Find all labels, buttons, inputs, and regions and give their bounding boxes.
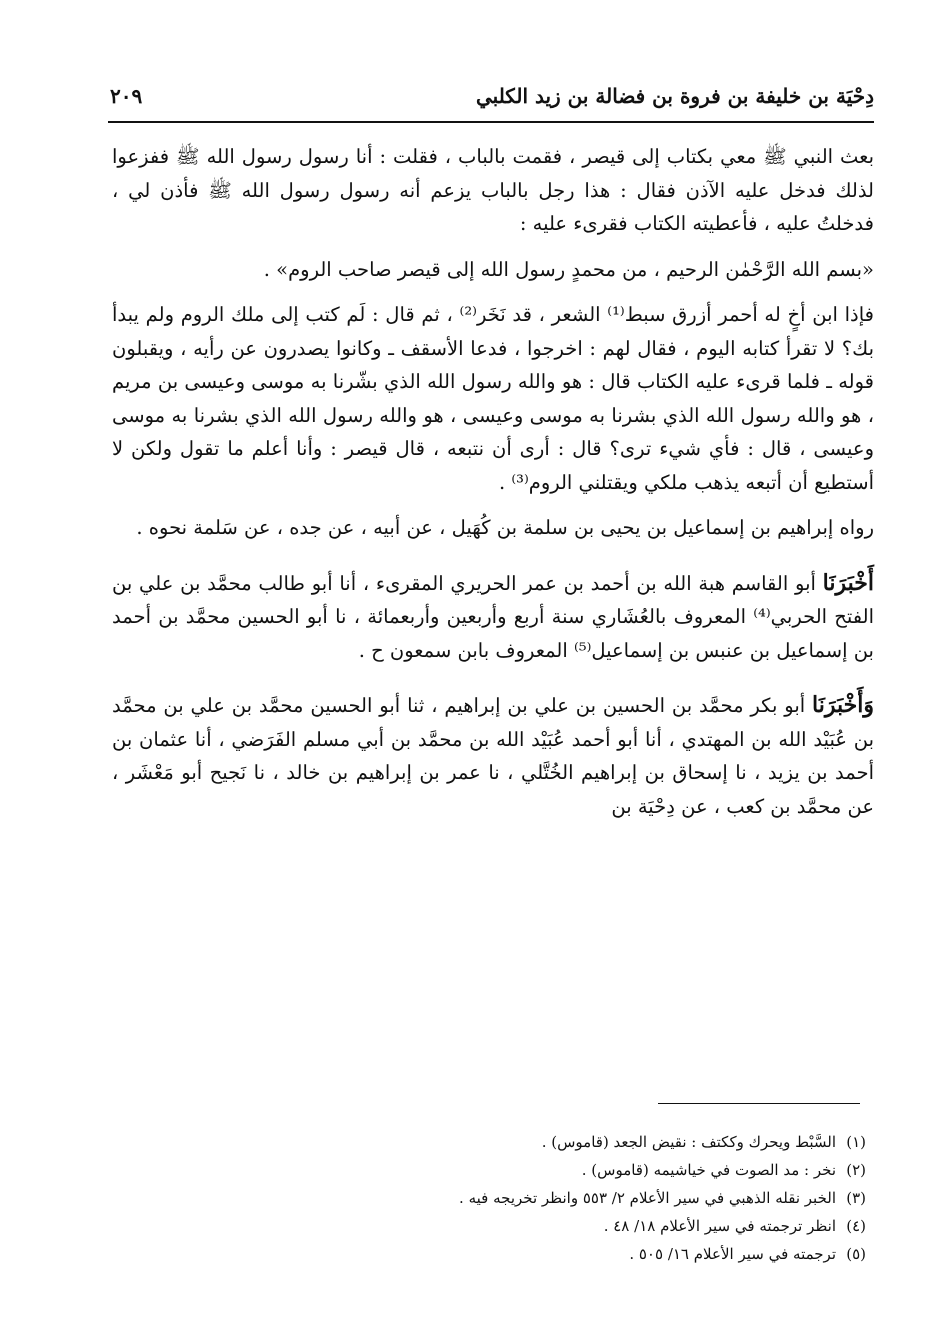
footnote-5	[300, 1240, 866, 1268]
paragraph-3	[112, 298, 874, 499]
running-title: دِحْيَة بن خليفة بن فروة بن فضالة بن زيد الكلبي	[475, 84, 874, 108]
footnote-1	[300, 1128, 866, 1156]
footnote-text: انظر ترجمته في سير الأعلام ١٨/ ٤٨ .	[603, 1217, 836, 1235]
header-rule	[108, 121, 874, 123]
footnote-text: نخر : مد الصوت في خياشيمه (قاموس) .	[581, 1161, 836, 1179]
text-line: أبو القاسم هبة الله بن أحمد بن عمر الحريري المقرىء ، أنا أبو طالب	[258, 571, 816, 595]
text-line: أبي مسلم الفَرَضي ، أنا عثمان بن أحمد بن يزيد ، نا إسحاق بن إبراهيم الخُتَّلي ، نا	[112, 727, 875, 784]
footnote-separator	[658, 1103, 860, 1104]
footnote-3	[300, 1184, 866, 1212]
footnote-number: (٢)	[846, 1161, 866, 1179]
paragraph-lead-word: أَخْبَرَنَا	[822, 569, 874, 596]
paragraph-5-isnad	[112, 567, 874, 668]
paragraph-4	[112, 511, 874, 545]
text-line: سَلمة نحوه .	[136, 516, 238, 539]
text-line: سمعون ح .	[358, 638, 452, 662]
footnote-number: (٤)	[846, 1217, 866, 1235]
text-line: أرى أن نتبعه ، قال قيصر : وأنا أعلم ما تقول ولكن لا أستطيع أن أتبعه يذهب ملكي	[112, 437, 874, 494]
page-header	[110, 80, 874, 118]
text-line: محمَّد بن علي بن الفتح الحربي⁽⁴⁾ المعروف بالعُشَاري سنة أربع وأربعين وأربعمائة ، نا	[112, 571, 874, 628]
text-line: الروم ولم يبدأ بك؟ لا تقرأ كتابه اليوم ، فقال لهم : اخرجوا ، فدعا الأسقف ـ وكانوا	[112, 303, 874, 360]
footnote-text: السَّبْط ويحرك وككتف : نقيض الجعد (قاموس) .	[541, 1133, 836, 1151]
text-line: يصدرون عن رأيه ، ويقبلون قوله ـ فلما قرىء عليه الكتاب قال : هو والله رسول الله	[112, 336, 874, 393]
footnote-number: (٣)	[846, 1189, 866, 1207]
text-line: عمر بن إبراهيم بن خالد ، نا نَجيح أبو مَعْشَر ، عن محمَّد بن كعب ، عن دِحْيَة بن	[112, 761, 874, 818]
footnote-text: الخبر نقله الذهبي في سير الأعلام ٢/ ٥٥٣ وانظر تخريجه فيه .	[459, 1189, 836, 1207]
text-line: فأذن لي ، فدخلتُ عليه ، فأعطيته الكتاب فقرىء عليه :	[112, 178, 874, 235]
text-line: رواه إبراهيم بن إسماعيل بن يحيى بن سلمة بن كُهَيل ، عن أبيه ، عن جده ، عن	[244, 516, 874, 539]
paragraph-2-quote	[112, 253, 874, 287]
text-line: وعيسى ، هو والله رسول الله الذي بشرنا به موسى وعيسى ، قال : فأي شيء ترى؟ قال :	[112, 403, 874, 460]
footnote-4	[300, 1212, 866, 1240]
text-line: محمَّد بن علي بن محمَّد بن عُبَيْد الله بن المهتدي ، أنا أبو أحمد عُبَيْد الله بن محمَّد بن	[112, 694, 874, 751]
footnote-number: (١)	[846, 1133, 866, 1151]
body-text	[112, 140, 874, 823]
text-line: الذي بشّرنا به موسى وعيسى بن مريم ، هو والله رسول الله الذي بشرنا به موسى	[112, 370, 875, 427]
footnote-number: (٥)	[846, 1245, 866, 1263]
footnote-text: ترجمته في سير الأعلام ١٦/ ٥٠٥ .	[629, 1245, 836, 1263]
text-line: «بسم الله الرَّحْمٰن الرحيم ، من محمدٍ رسول الله إلى قيصر صاحب الروم» .	[263, 257, 874, 281]
footnote-2	[300, 1156, 866, 1184]
text-line: ففزعوا لذلك فدخل عليه الآذن فقال : هذا رجل بالباب يزعم أنه رسول رسول الله ﷺ	[112, 145, 875, 202]
text-line: أبو بكر محمَّد بن الحسين بن علي بن إبراهيم ، ثنا أبو الحسين	[310, 694, 806, 717]
text-line: ويقتلني الروم⁽³⁾ .	[498, 470, 638, 494]
text-line: أبو الحسين محمَّد بن أحمد بن إسماعيل بن عنبس بن إسماعيل⁽⁵⁾ المعروف بابن	[112, 605, 874, 662]
text-line: فإذا ابن أخٍ له أحمر أزرق سبط⁽¹⁾ الشعر ، قد نَخَر⁽²⁾ ، ثم قال : لَم كتب إلى ملك	[231, 303, 874, 326]
paragraph-1	[112, 140, 874, 241]
footnotes	[300, 1128, 866, 1268]
text-line: بعث النبي ﷺ معي بكتاب إلى قيصر ، فقمت بالباب ، فقلت : أنا رسول رسول الله ﷺ	[176, 145, 874, 168]
paragraph-lead-word: وَأَخْبَرَنَا	[812, 692, 874, 718]
page-number: ٢٠٩	[110, 84, 143, 108]
paragraph-6-isnad	[112, 689, 874, 823]
